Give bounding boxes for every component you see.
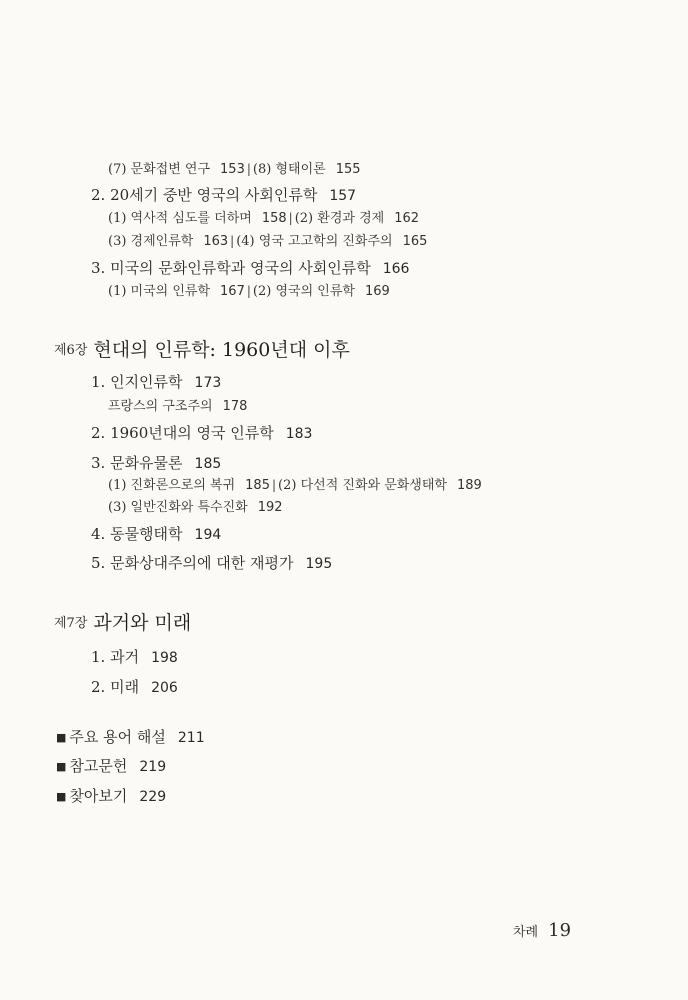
- toc-entry: [91, 188, 356, 203]
- entry-page-number: 162: [394, 211, 420, 226]
- entry-title: (8) 형태이론: [252, 162, 326, 177]
- appendix-entry: [56, 730, 205, 745]
- entry-page-number: 219: [139, 759, 167, 775]
- entry-page-number: 198: [151, 650, 178, 666]
- toc-entry: [108, 501, 283, 514]
- entry-page-number: 157: [329, 188, 357, 204]
- entry-page-number: 166: [382, 261, 410, 277]
- appendix-entry: [56, 789, 166, 804]
- entry-title: (3) 경제인류학: [108, 234, 194, 249]
- entry-title: 2. 미래: [91, 678, 140, 696]
- toc-entry: [108, 212, 419, 225]
- toc-entry: [108, 235, 427, 248]
- entry-title: 1. 과거: [91, 648, 140, 666]
- entry-page-number: 229: [139, 789, 167, 805]
- toc-entry: [91, 556, 332, 571]
- entry-title: 프랑스의 구조주의: [108, 399, 213, 414]
- entry-page-number: 195: [305, 556, 333, 572]
- entry-page-number: 206: [151, 680, 178, 696]
- toc-entry: [108, 163, 361, 176]
- entry-title: (4) 영국 고고학의 진화주의: [236, 234, 393, 249]
- toc-entry: [108, 400, 247, 413]
- chapter-6-heading: [54, 341, 350, 360]
- entry-title: 찾아보기: [69, 787, 128, 805]
- toc-entry: [91, 426, 312, 441]
- appendix-entry: [56, 759, 166, 774]
- entry-page-number: 185: [194, 456, 222, 472]
- entry-page-number: 163: [203, 234, 229, 249]
- entry-page-number: 185: [245, 478, 270, 493]
- entry-title: (1) 역사적 심도를 더하며: [108, 211, 252, 226]
- entry-page-number: 169: [364, 284, 390, 299]
- entry-separator: |: [271, 478, 277, 492]
- square-bullet-icon: ■: [56, 790, 67, 803]
- entry-page-number: 158: [261, 211, 287, 226]
- entry-title: (2) 환경과 경제: [294, 211, 385, 226]
- entry-page-number: 155: [335, 162, 361, 177]
- entry-separator: |: [230, 234, 235, 248]
- entry-page-number: 178: [222, 399, 248, 414]
- toc-entry: [91, 375, 221, 390]
- entry-title: 4. 동물행태학: [91, 525, 183, 543]
- entry-page-number: 165: [402, 234, 428, 249]
- toc-entry: [91, 261, 409, 276]
- toc-entry: [91, 527, 221, 542]
- entry-separator: |: [288, 211, 293, 225]
- chapter-7-title: 과거와 미래: [93, 612, 192, 634]
- toc-entry: [91, 456, 221, 471]
- entry-title: (3) 일반진화와 특수진화: [108, 500, 248, 515]
- entry-separator: |: [246, 162, 251, 176]
- square-bullet-icon: ■: [56, 760, 67, 773]
- entry-title: 2. 1960년대의 영국 인류학: [91, 424, 274, 442]
- entry-title: 3. 문화유물론: [91, 454, 183, 472]
- entry-title: (1) 진화론으로의 복귀: [108, 478, 236, 493]
- chapter-6-label: 제6장: [54, 343, 88, 358]
- entry-title: 참고문헌: [69, 757, 128, 775]
- square-bullet-icon: ■: [56, 731, 67, 744]
- footer-label: 차례: [513, 925, 539, 940]
- entry-separator: |: [246, 284, 251, 298]
- chapter-7-label: 제7장: [54, 616, 88, 631]
- entry-title: 1. 인지인류학: [91, 373, 183, 391]
- entry-page-number: 167: [220, 284, 245, 299]
- entry-title: (1) 미국의 인류학: [108, 284, 211, 299]
- toc-entry: [91, 650, 178, 665]
- entry-title: 5. 문화상대주의에 대한 재평가: [91, 554, 294, 572]
- entry-title: 3. 미국의 문화인류학과 영국의 사회인류학: [91, 259, 371, 277]
- entry-page-number: 194: [194, 527, 222, 543]
- page-footer: [513, 922, 571, 940]
- entry-title: 주요 용어 해설: [69, 728, 166, 746]
- entry-page-number: 173: [194, 375, 222, 391]
- entry-page-number: 211: [177, 730, 205, 746]
- entry-title: (2) 다선적 진화와 문화생태학: [278, 478, 447, 493]
- chapter-7-heading: [54, 614, 191, 633]
- entry-page-number: 189: [456, 478, 482, 493]
- entry-title: (7) 문화접변 연구: [108, 162, 211, 177]
- entry-page-number: 153: [220, 162, 245, 177]
- toc-entry: [91, 680, 178, 695]
- entry-title: (2) 영국의 인류학: [252, 284, 355, 299]
- toc-entry: [108, 285, 390, 298]
- entry-page-number: 192: [257, 500, 283, 515]
- entry-title: 2. 20세기 중반 영국의 사회인류학: [91, 186, 318, 204]
- toc-entry: [108, 479, 482, 492]
- entry-page-number: 183: [285, 426, 313, 442]
- chapter-6-title: 현대의 인류학: 1960년대 이후: [93, 339, 350, 361]
- page-number: 19: [548, 920, 572, 941]
